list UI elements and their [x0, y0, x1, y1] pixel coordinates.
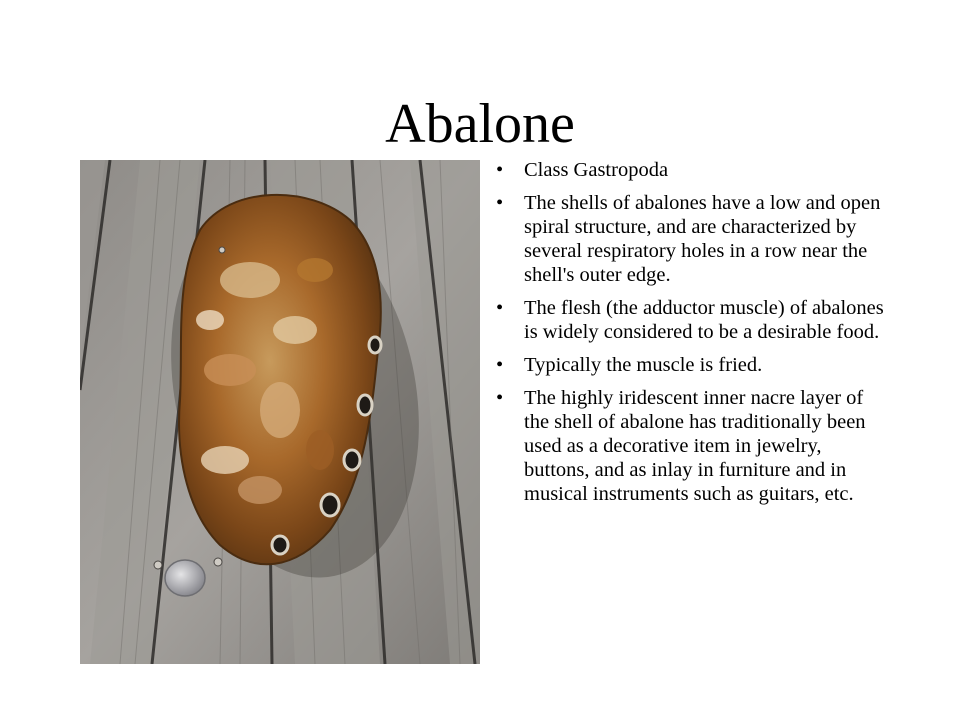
- bullet-marker: •: [496, 192, 504, 214]
- bullet-item: [494, 296, 884, 344]
- abalone-shell-photo: [80, 160, 480, 664]
- bullet-text: Typically the muscle is fried.: [524, 354, 763, 376]
- bullet-text: Class Gastropoda: [524, 159, 669, 181]
- bullet-item: [494, 158, 884, 182]
- bullet-text: The flesh (the adductor muscle) of abalones is widely considered to be a desirable food.: [524, 297, 884, 343]
- bullet-marker: •: [496, 297, 504, 319]
- bullet-list: [494, 158, 884, 515]
- bullet-item: [494, 191, 884, 287]
- abalone-shell-illustration: [80, 160, 480, 664]
- bullet-marker: •: [496, 387, 504, 409]
- bullet-marker: •: [496, 354, 504, 376]
- bullet-text: The highly iridescent inner nacre layer of the shell of abalone has traditionally been used as a decorative item in jewelry, buttons, and as inlay in furniture and in musical instruments such as guitars, etc.: [524, 387, 866, 505]
- bullet-marker: •: [496, 159, 504, 181]
- slide-title: Abalone: [385, 93, 575, 155]
- bullet-item: [494, 353, 884, 377]
- bullet-text: The shells of abalones have a low and open spiral structure, and are characterized by several respiratory holes in a row near the shell's outer edge.: [524, 192, 881, 286]
- bullet-item: [494, 386, 884, 506]
